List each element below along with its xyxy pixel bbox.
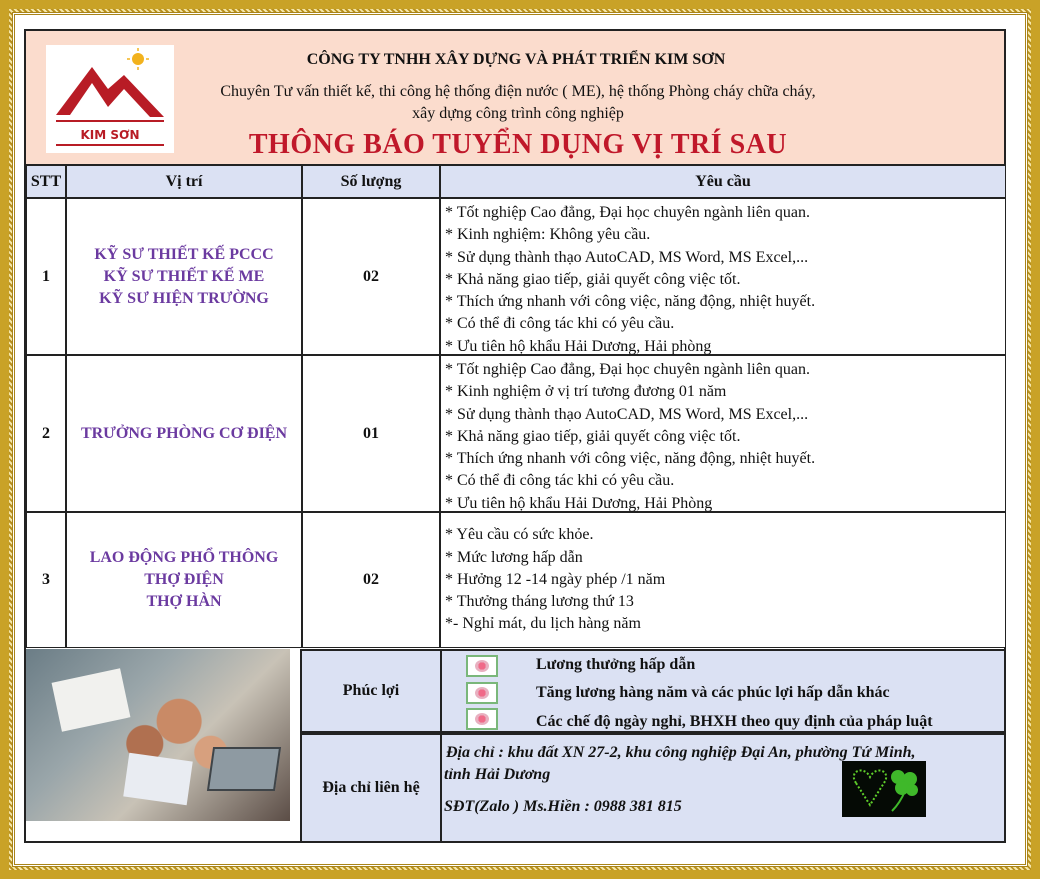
tagline-line-1: Chuyên Tư vấn thiết kế, thi công hệ thống điện nước ( ME), hệ thống Phòng cháy chữa cháy,	[220, 83, 816, 100]
col-header-requirements: Yêu cầu	[440, 165, 1006, 198]
requirement-item: * Ưu tiên hộ khẩu Hải Dương, Hải Phòng	[445, 494, 713, 512]
teamwork-photo	[26, 649, 290, 821]
benefits-list	[440, 651, 1004, 731]
row-1-positions	[66, 198, 302, 355]
company-logo	[46, 45, 174, 153]
row-3-stt: 3	[26, 512, 66, 648]
requirement-item: * Tốt nghiệp Cao đẳng, Đại học chuyên ngành liên quan.	[445, 361, 810, 378]
tagline-line-2: xây dựng công trình công nghiệp	[412, 105, 624, 122]
requirement-item: * Thưởng tháng lương thứ 13	[445, 593, 634, 611]
position-label: KỸ SƯ THIẾT KẾ ME	[103, 267, 265, 285]
requirement-item: * Hưởng 12 -14 ngày phép /1 năm	[445, 570, 666, 588]
flower-icon	[466, 708, 498, 730]
flower-icon	[466, 655, 498, 677]
announcement-title: THÔNG BÁO TUYỂN DỤNG VỊ TRÍ SAU	[248, 129, 788, 160]
header	[26, 31, 1004, 165]
col-header-quantity: Số lượng	[302, 165, 440, 198]
requirement-item: *- Nghỉ mát, du lịch hàng năm	[445, 615, 641, 633]
requirement-item: * Thích ứng nhanh với công việc, năng động, nhiệt huyết.	[445, 293, 816, 311]
position-label: TRƯỞNG PHÒNG CƠ ĐIỆN	[80, 424, 288, 442]
row-3-positions	[66, 512, 302, 648]
contact-section	[300, 733, 1006, 843]
row-1-quantity: 02	[302, 198, 440, 355]
position-label: KỸ SƯ HIỆN TRƯỜNG	[99, 289, 269, 307]
requirement-item: * Yêu cầu có sức khỏe.	[445, 526, 594, 544]
row-1-requirements	[440, 198, 1006, 355]
row-3-requirements	[440, 512, 1006, 648]
benefit-item: Lương thưởng hấp dẫn	[536, 656, 696, 673]
address-line-1: Địa chỉ : khu đất XN 27-2, khu công nghiệp Đại An, phường Tứ Minh,	[446, 744, 916, 761]
requirement-item: * Kinh nghiệm: Không yêu cầu.	[445, 226, 651, 244]
position-label: LAO ĐỘNG PHỔ THÔNG	[89, 549, 279, 566]
requirement-item: * Ưu tiên hộ khẩu Hải Dương, Hải phòng	[445, 337, 712, 355]
col-header-stt: STT	[26, 165, 66, 198]
flower-icon	[466, 682, 498, 704]
clover-heart-icon	[842, 761, 926, 817]
benefit-item: Tăng lương hàng năm và các phúc lợi hấp dẫn khác	[536, 684, 890, 701]
phone-line: SĐT(Zalo ) Ms.Hiền : 0988 381 815	[444, 798, 682, 815]
benefits-section	[300, 649, 1006, 733]
requirement-item: * Khả năng giao tiếp, giải quyết công việc tốt.	[445, 427, 741, 445]
requirement-item: * Sử dụng thành thạo AutoCAD, MS Word, MS Excel,...	[445, 405, 809, 423]
row-3-quantity: 02	[302, 512, 440, 648]
requirement-item: * Có thể đi công tác khi có yêu cầu.	[445, 315, 675, 333]
requirement-item: * Kinh nghiệm ở vị trí tương đương 01 năm	[445, 383, 727, 401]
requirement-item: * Thích ứng nhanh với công việc, năng động, nhiệt huyết.	[445, 450, 816, 468]
row-2-requirements	[440, 355, 1006, 512]
row-1-stt: 1	[26, 198, 66, 355]
row-2-stt: 2	[26, 355, 66, 512]
benefits-label: Phúc lợi	[302, 651, 442, 731]
col-header-position: Vị trí	[66, 165, 302, 198]
requirement-item: * Có thể đi công tác khi có yêu cầu.	[445, 472, 675, 490]
address-line-2: tỉnh Hải Dương	[444, 766, 551, 783]
requirement-item: * Khả năng giao tiếp, giải quyết công việc tốt.	[445, 270, 741, 288]
contact-details	[442, 735, 1004, 841]
position-label: KỸ SƯ THIẾT KẾ PCCC	[94, 245, 274, 263]
row-2-quantity: 01	[302, 355, 440, 512]
company-tagline	[186, 81, 850, 125]
recruitment-sheet	[24, 29, 1006, 843]
benefit-item: Các chế độ ngày nghỉ, BHXH theo quy định của pháp luật	[536, 713, 933, 730]
company-name: CÔNG TY TNHH XÂY DỰNG VÀ PHÁT TRIỂN KIM SƠN	[306, 51, 726, 68]
requirement-item: * Sử dụng thành thạo AutoCAD, MS Word, MS Excel,...	[445, 248, 809, 266]
requirement-item: * Mức lương hấp dẫn	[445, 548, 583, 566]
logo-icon	[46, 45, 174, 153]
position-label: THỢ ĐIỆN	[144, 571, 224, 588]
row-2-positions	[66, 355, 302, 512]
contact-label: Địa chỉ liên hệ	[302, 735, 442, 841]
svg-text:KIM SƠN: KIM SƠN	[80, 128, 140, 142]
position-label: THỢ HÀN	[146, 593, 222, 610]
requirement-item: * Tốt nghiệp Cao đẳng, Đại học chuyên ngành liên quan.	[445, 204, 810, 221]
